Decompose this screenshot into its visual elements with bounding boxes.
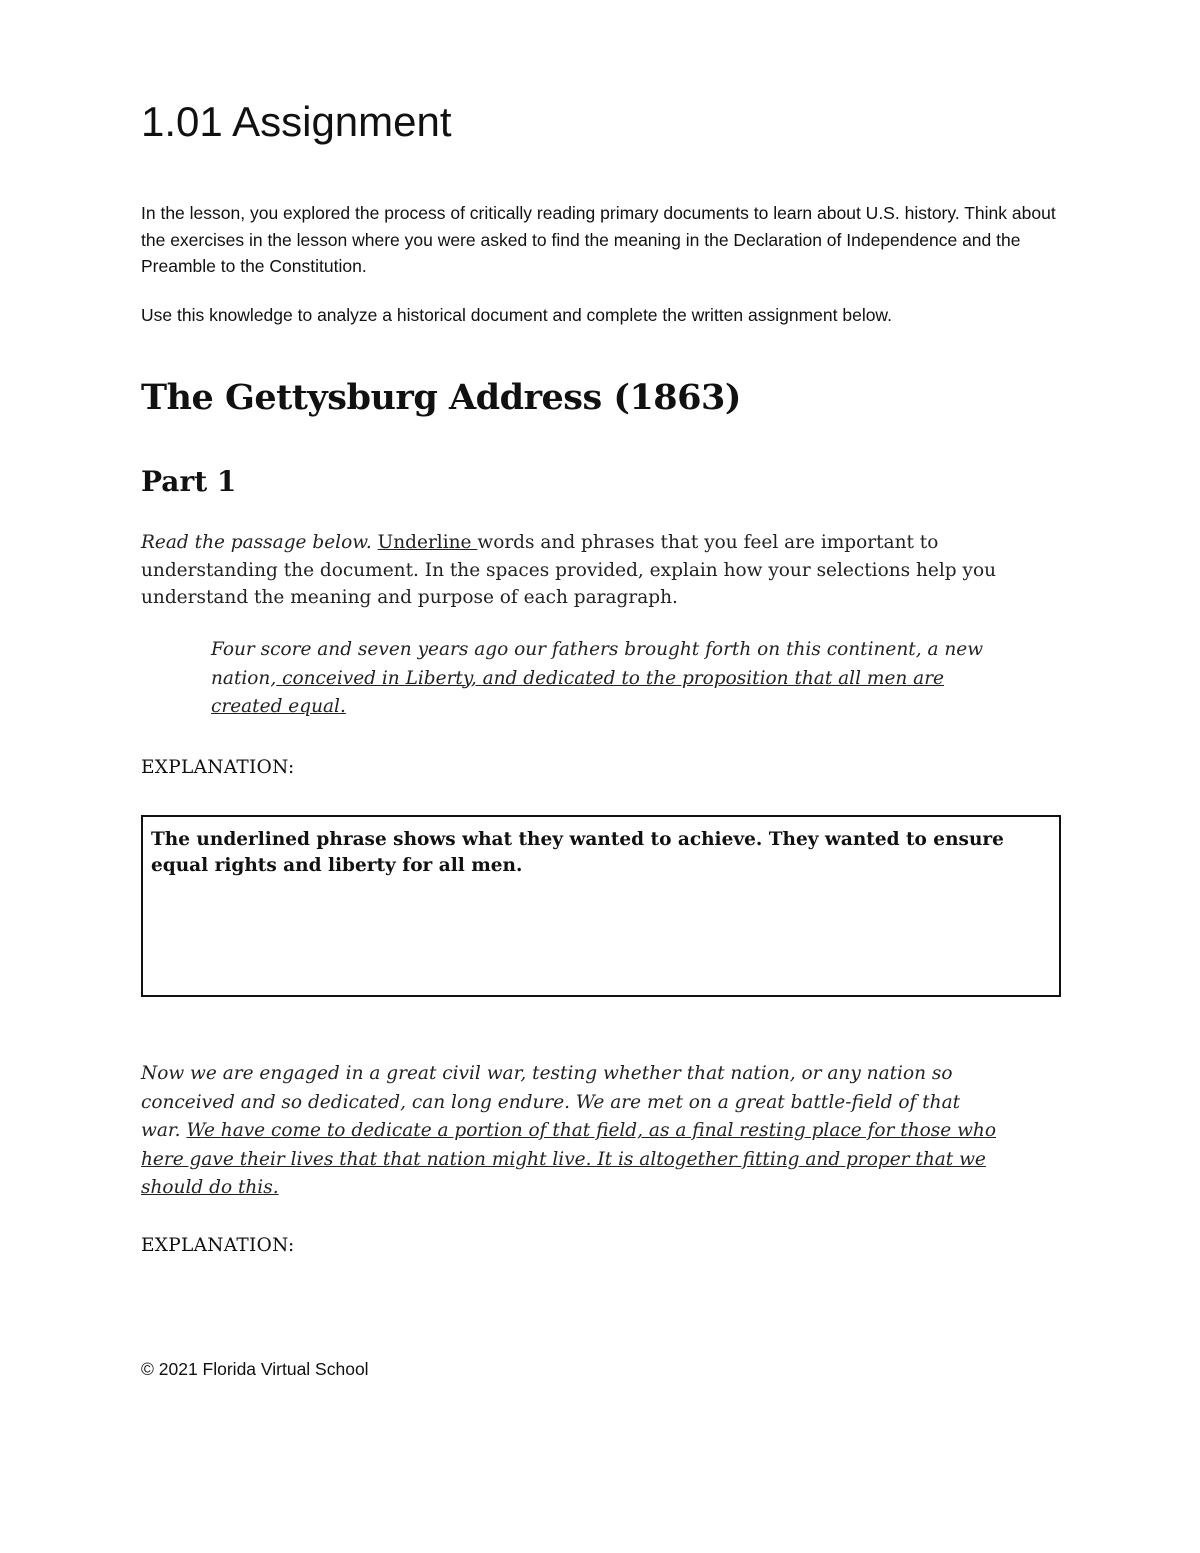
instructions [141,529,1041,612]
intro-paragraph-2: Use this knowledge to analyze a historical document and complete the written assignment below. [141,305,892,325]
part-title: Part 1 [141,465,237,498]
explanation-label-2: EXPLANATION: [141,1235,295,1256]
answer-text-1[interactable]: The underlined phrase shows what they wanted to achieve. They wanted to ensure equal rights and liberty for all men. [151,829,1004,876]
answer-box-1[interactable] [141,815,1061,997]
passage-2-text: Now we are engaged in a great civil war, testing whether that nation, or any nation so conceived and so dedicated, can long endure. We are met on a great battle-field of that war. [141,1063,961,1141]
instructions-underline-word: Underline [377,532,478,553]
passage-2-underlined: We have come to dedicate a portion of that field, as a final resting place for those who here gave their lives that that nation might live. It is altogether fitting and proper that we should do this. [141,1120,996,1198]
instructions-rest: words and phrases that you feel are important to understanding the document. In the spaces provided, explain how your selections help you understand the meaning and purpose of each paragraph. [141,532,997,608]
intro-paragraph: In the lesson, you explored the process of critically reading primary documents to learn about U.S. history. Think about the exercises in the lesson where you were asked to find the meaning in the Declaration of Independence and the Preamble to the Constitution. [141,203,1056,276]
passage-1-underlined: conceived in Liberty, and dedicated to the proposition that all men are created equal. [211,667,945,717]
passage-1 [211,636,991,722]
footer-copyright: © 2021 Florida Virtual School [141,1359,369,1379]
passage-1-text: Four score and seven years ago our fathers brought forth on this continent, a new nation, [211,639,984,689]
instructions-lead: Read the passage below. [141,532,372,553]
explanation-label-1: EXPLANATION: [141,757,295,778]
document-title: The Gettysburg Address (1863) [141,377,741,418]
passage-2 [141,1060,1001,1203]
page-title: 1.01 Assignment [141,98,452,145]
